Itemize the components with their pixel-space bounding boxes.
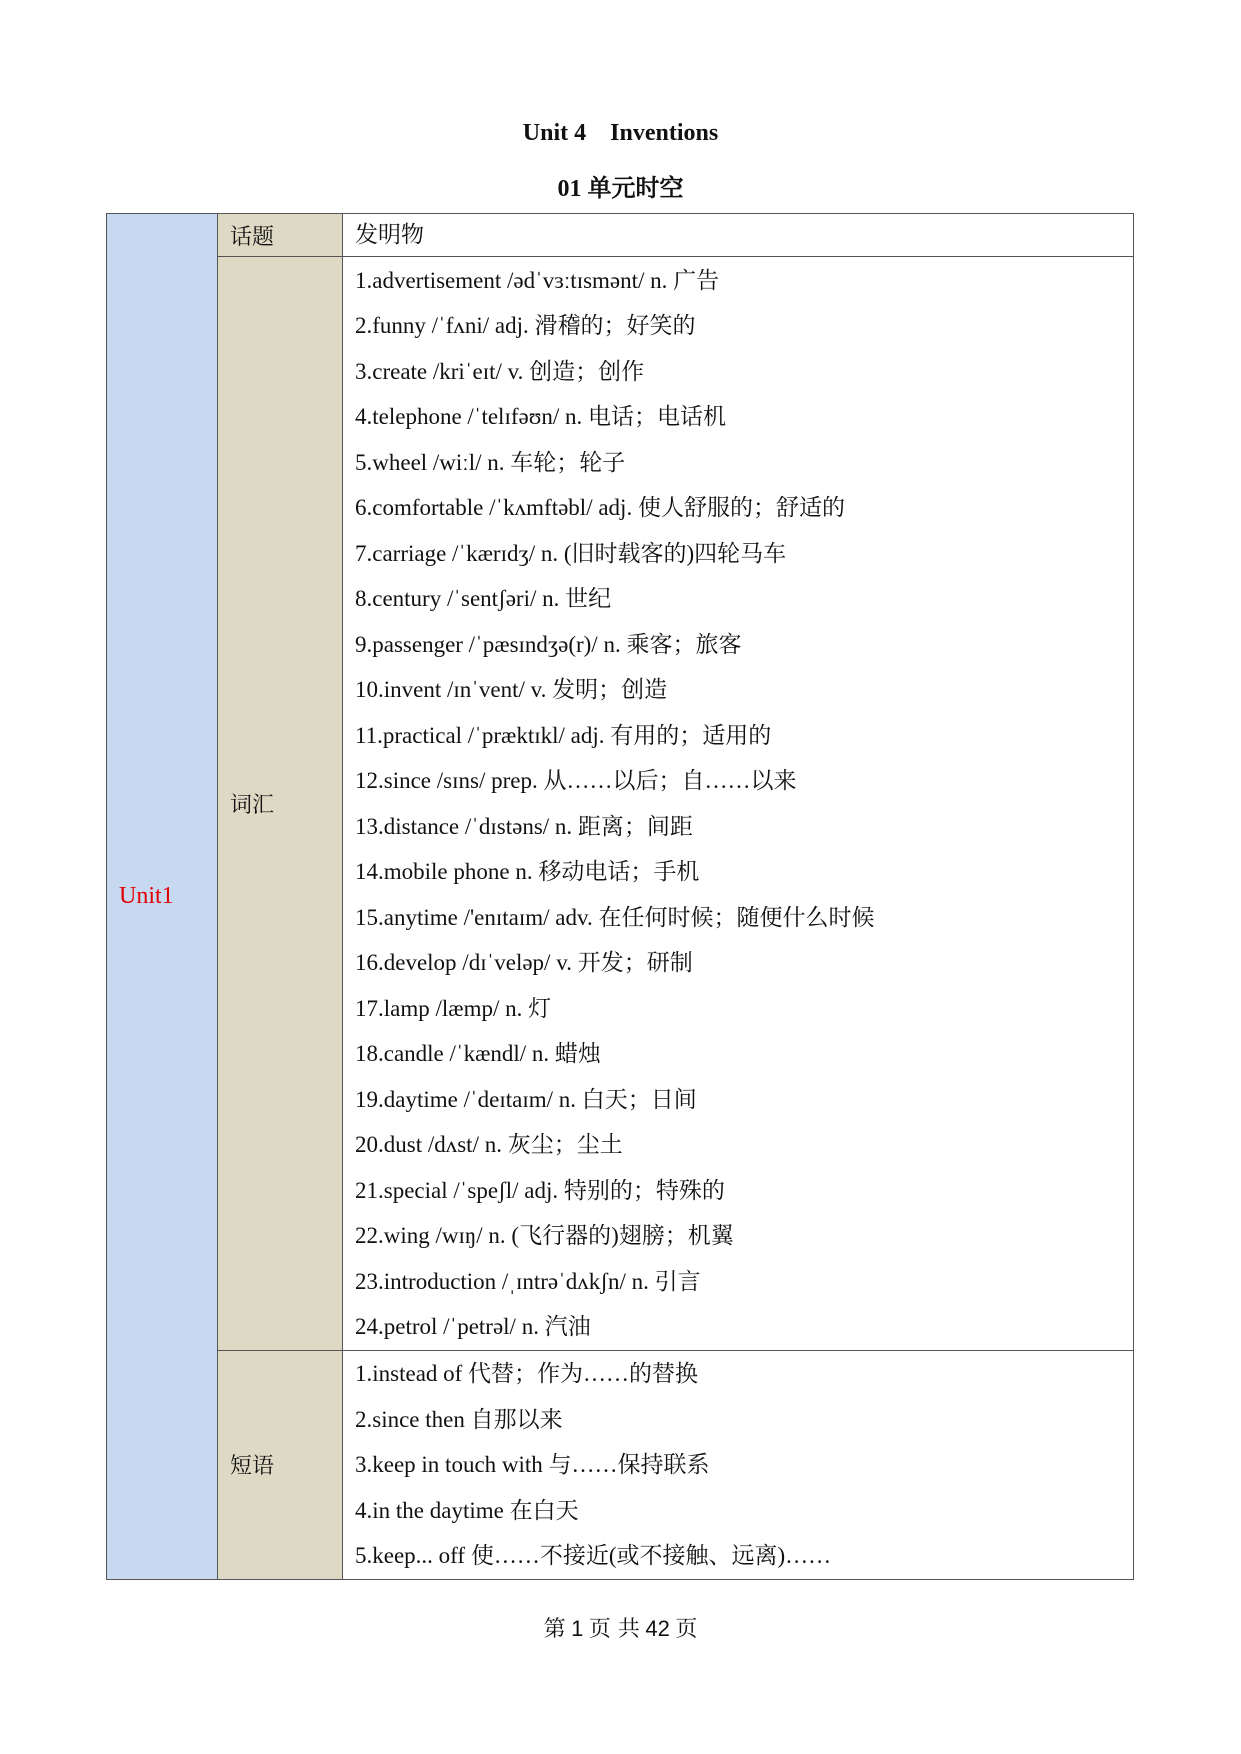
title-name: Inventions bbox=[610, 120, 719, 146]
phrases-list bbox=[355, 1351, 1133, 1579]
title-unit: Unit 4 bbox=[522, 120, 587, 146]
vocab-item: 1.advertisement /ədˈvɜːtɪsmənt/ n. 广告 bbox=[355, 267, 720, 293]
phrase-item: 1.instead of 代替；作为……的替换 bbox=[355, 1361, 699, 1386]
vocab-item: 5.wheel /wiːl/ n. 车轮；轮子 bbox=[355, 449, 626, 475]
topic-row bbox=[107, 214, 1134, 257]
vocab-item: 3.create /kriˈeɪt/ v. 创造；创作 bbox=[355, 358, 645, 384]
phrases-list-cell bbox=[343, 1351, 1134, 1580]
unit-label-cell bbox=[107, 214, 218, 1580]
document-subtitle: 01 单元时空 bbox=[557, 176, 684, 202]
phrases-row bbox=[107, 1351, 1134, 1580]
vocab-item: 22.wing /wɪŋ/ n. (飞行器的)翅膀；机翼 bbox=[355, 1223, 734, 1248]
topic-category-label: 话题 bbox=[230, 224, 275, 250]
vocab-item: 20.dust /dʌst/ n. 灰尘；尘土 bbox=[355, 1132, 623, 1157]
vocab-item: 4.telephone /ˈtelɪfəʊn/ n. 电话；电话机 bbox=[355, 404, 726, 429]
vocab-item: 12.since /sɪns/ prep. 从……以后；自……以来 bbox=[355, 768, 797, 793]
vocab-category-label: 词汇 bbox=[230, 793, 275, 818]
vocab-item: 11.practical /ˈpræktɪkl/ adj. 有用的；适用的 bbox=[355, 722, 772, 748]
unit-table bbox=[106, 213, 1134, 1580]
footer-page-number: 1 bbox=[571, 1616, 584, 1641]
vocab-item: 21.special /ˈspeʃl/ adj. 特别的；特殊的 bbox=[355, 1177, 725, 1203]
topic-value-cell bbox=[343, 214, 1134, 257]
footer-mid: 页 共 bbox=[588, 1617, 640, 1642]
topic-category-cell bbox=[218, 214, 343, 257]
footer-prefix: 第 bbox=[543, 1617, 566, 1642]
phrases-category-label: 短语 bbox=[230, 1454, 275, 1480]
vocab-item: 13.distance /ˈdɪstəns/ n. 距离；间距 bbox=[355, 813, 693, 839]
unit-label: Unit1 bbox=[119, 882, 174, 909]
vocab-list bbox=[355, 258, 1133, 1350]
phrase-item: 3.keep in touch with 与……保持联系 bbox=[355, 1452, 710, 1477]
topic-value: 发明物 bbox=[355, 222, 424, 248]
vocab-item: 14.mobile phone n. 移动电话；手机 bbox=[355, 859, 700, 884]
footer-suffix: 页 bbox=[675, 1617, 698, 1642]
vocab-item: 9.passenger /ˈpæsɪndʒə(r)/ n. 乘客；旅客 bbox=[355, 631, 742, 657]
vocab-item: 8.century /ˈsentʃəri/ n. 世纪 bbox=[355, 586, 612, 611]
vocab-item: 7.carriage /ˈkærɪdʒ/ n. (旧时载客的)四轮马车 bbox=[355, 540, 787, 566]
vocab-item: 2.funny /ˈfʌni/ adj. 滑稽的；好笑的 bbox=[355, 313, 696, 338]
vocab-item: 6.comfortable /ˈkʌmftəbl/ adj. 使人舒服的；舒适的 bbox=[355, 495, 845, 520]
vocab-item: 24.petrol /ˈpetrəl/ n. 汽油 bbox=[355, 1314, 591, 1339]
vocab-item: 18.candle /ˈkændl/ n. 蜡烛 bbox=[355, 1041, 601, 1066]
vocab-list-cell bbox=[343, 257, 1134, 1351]
phrase-item: 4.in the daytime 在白天 bbox=[355, 1497, 579, 1523]
phrase-item: 2.since then 自那以来 bbox=[355, 1406, 563, 1432]
footer-total-pages: 42 bbox=[645, 1616, 670, 1641]
document-title bbox=[0, 120, 1241, 147]
vocab-item: 15.anytime /'enɪtaɪm/ adv. 在任何时候；随便什么时候 bbox=[355, 904, 875, 930]
vocab-item: 16.develop /dɪˈveləp/ v. 开发；研制 bbox=[355, 950, 693, 975]
vocab-item: 10.invent /ɪnˈvent/ v. 发明；创造 bbox=[355, 677, 668, 702]
phrases-category-cell bbox=[218, 1351, 343, 1580]
vocab-item: 19.daytime /ˈdeɪtaɪm/ n. 白天；日间 bbox=[355, 1086, 697, 1112]
vocab-row bbox=[107, 257, 1134, 1351]
page-footer bbox=[0, 1612, 1241, 1643]
vocab-item: 17.lamp /læmp/ n. 灯 bbox=[355, 995, 552, 1021]
phrase-item: 5.keep... off 使……不接近(或不接触、远离)…… bbox=[355, 1543, 832, 1568]
vocab-item: 23.introduction /ˌɪntrəˈdʌkʃn/ n. 引言 bbox=[355, 1268, 701, 1294]
vocab-category-cell bbox=[218, 257, 343, 1351]
